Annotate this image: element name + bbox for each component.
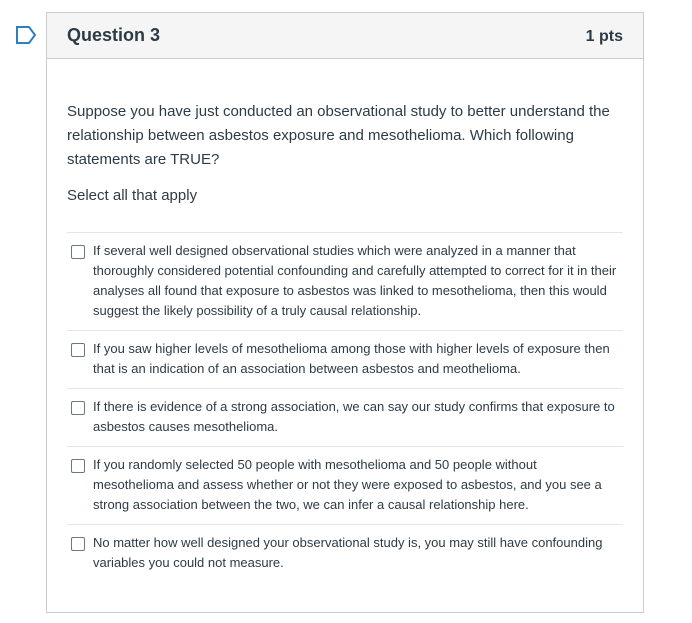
flag-question-icon[interactable] <box>14 25 38 45</box>
answer-list <box>67 232 623 582</box>
answer-option[interactable] <box>67 389 623 447</box>
question-body <box>47 59 643 582</box>
question-title: Question 3 <box>67 25 161 45</box>
answer-checkbox[interactable] <box>71 343 85 357</box>
answer-checkbox[interactable] <box>71 401 85 415</box>
answer-option[interactable] <box>67 525 623 582</box>
question-points: 1 pts <box>585 27 623 45</box>
answer-label: If you saw higher levels of mesothelioma among those with higher levels of exposure then that is an indication of an association between asbestos and meothelioma. <box>93 341 610 376</box>
answer-checkbox[interactable] <box>71 245 85 259</box>
answer-option[interactable] <box>67 331 623 389</box>
answer-option[interactable] <box>67 233 623 331</box>
answer-checkbox[interactable] <box>71 459 85 473</box>
question-instruction: Select all that apply <box>67 187 198 204</box>
question-card <box>46 12 644 613</box>
answer-label: If you randomly selected 50 people with mesothelioma and 50 people without mesothelioma and assess whether or not they were exposed to asbestos, and you see a strong association between the two, we can infer a causal relationship here. <box>93 457 602 512</box>
question-text: Suppose you have just conducted an observational study to better understand the relationship between asbestos exposure and mesothelioma. Which following statements are TRUE? <box>67 103 610 168</box>
answer-label: If there is evidence of a strong association, we can say our study confirms that exposure to asbestos causes mesothelioma. <box>93 399 615 434</box>
answer-option[interactable] <box>67 447 623 525</box>
answer-label: No matter how well designed your observational study is, you may still have confounding variables you could not measure. <box>93 535 603 570</box>
answer-checkbox[interactable] <box>71 537 85 551</box>
question-header <box>47 13 643 59</box>
answer-label: If several well designed observational studies which were analyzed in a manner that thoroughly considered potential confounding and carefully attempted to correct for it in their analyses all found that exposure to asbestos was linked to mesothelioma, then this would suggest the likely possibility of a truly causal relationship. <box>93 243 617 318</box>
